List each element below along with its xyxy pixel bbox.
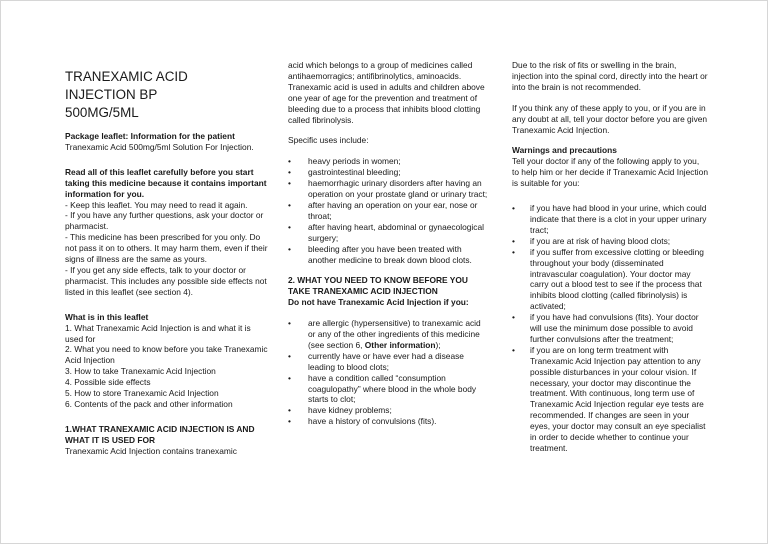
specific-uses-label: Specific uses include:	[288, 135, 369, 146]
list-item-text: are allergic (hypersensitive) to tranexamic acid or any of the other ingredients of this medicine (see section 6,	[308, 318, 481, 350]
list-item-text: );	[435, 339, 441, 350]
risk-paragraph: Due to the risk of fits or swelling in the brain, injection into the spinal cord, directly into the heart or into the brain is not recommended.	[512, 60, 708, 92]
do-not-have-list	[288, 318, 488, 427]
list-item: • have kidney problems;	[288, 405, 488, 416]
list-item: • currently have or have ever had a disease leading to blood clots;	[288, 351, 488, 373]
list-item: • heavy periods in women;	[288, 156, 488, 167]
contents-item: 4. Possible side effects	[65, 377, 151, 388]
list-item: • haemorrhagic urinary disorders after having an operation on your prostate gland or urinary tract;	[288, 178, 488, 200]
specific-uses-list	[288, 156, 488, 265]
section1-text-start: Tranexamic Acid Injection contains tranexamic	[65, 445, 237, 456]
do-not-have-heading: Do not have Tranexamic Acid Injection if you:	[288, 297, 469, 308]
warnings-intro: Tell your doctor if any of the following apply to you, to help him or her decide if Tranexamic Acid Injection is suitable for you:	[512, 156, 708, 189]
title-line: INJECTION BP	[65, 87, 158, 102]
list-item: • bleeding after you have been treated with another medicine to break down blood clots.	[288, 244, 488, 266]
package-leaflet-text: Tranexamic Acid 500mg/5ml Solution For Injection.	[65, 141, 254, 152]
other-information-ref: Other information	[364, 339, 436, 350]
column-right	[512, 60, 708, 454]
read-all-item: - Keep this leaflet. You may need to read it again.	[65, 199, 248, 210]
read-all-item: - If you have any further questions, ask your doctor or pharmacist.	[65, 210, 264, 232]
column-left	[65, 60, 270, 457]
warnings-heading: Warnings and precautions	[512, 145, 617, 156]
list-item	[288, 318, 488, 351]
list-item: • if you are at risk of having blood clots;	[512, 236, 708, 247]
read-all-item: - This medicine has been prescribed for you only. Do not pass it on to others. It may harm them, even if their signs of illness are the same as yours.	[65, 232, 268, 265]
section1-text-cont: acid which belongs to a group of medicines called antihaemorragics; antifibrinolytics, aminoacids. Tranexamic acid is used in adults and children above one year of age for the prevention and treatment of bleeding due to a process that inhibits blood clotting called fibrinolysis.	[288, 60, 485, 125]
list-item: • have a history of convulsions (fits).	[288, 416, 488, 427]
list-item: • if you have had convulsions (fits). Your doctor will use the minimum dose possible to avoid further convulsions after the treatment;	[512, 312, 708, 345]
section2-heading: 2. WHAT YOU NEED TO KNOW BEFORE YOU TAKE TRANEXAMIC ACID INJECTION	[288, 275, 468, 297]
list-item: • after having heart, abdominal or gynaecological surgery;	[288, 222, 488, 244]
title-line: TRANEXAMIC ACID	[65, 69, 188, 84]
list-item: • gastrointestinal bleeding;	[288, 167, 488, 178]
contents-item: 5. How to store Tranexamic Acid Injection	[65, 388, 219, 399]
list-item: • have a condition called “consumption coagulopathy” where blood in the whole body starts to clot;	[288, 373, 488, 406]
column-middle	[288, 60, 488, 427]
list-item: • if you are on long term treatment with Tranexamic Acid Injection pay attention to any possible disturbances in your colour vision. If necessary, your doctor may discontinue the treatment. With continuous, long term use of Tranexamic Acid Injection regular eye tests are recommended. If changes are seen in your eyes, your doctor may consult an eye specialist in order to decide whether to continue your treatment.	[512, 345, 708, 454]
package-leaflet-heading: Package leaflet: Information for the patient	[65, 131, 235, 141]
read-all-item: - If you get any side effects, talk to your doctor or pharmacist. This includes any possible side effects not listed in this leaflet (see section 4).	[65, 264, 267, 297]
contents-heading: What is in this leaflet	[65, 311, 149, 322]
contents-item: 3. How to take Tranexamic Acid Injection	[65, 366, 216, 377]
read-all-heading: Read all of this leaflet carefully before you start taking this medicine because it contains important information for you.	[65, 166, 267, 199]
contents-item: 1. What Tranexamic Acid Injection is and what it is used for	[65, 322, 251, 344]
list-item: • after having an operation on your ear, nose or throat;	[288, 200, 488, 222]
contents-item: 2. What you need to know before you take Tranexamic Acid Injection	[65, 344, 268, 366]
list-item: • if you suffer from excessive clotting or bleeding throughout your body (disseminated intravascular coagulation). Your doctor may carry out a blood test to see if the process that inhibits blood clotting (called fibrinolysis) is activated;	[512, 247, 708, 312]
document-title	[65, 68, 270, 122]
warnings-list	[512, 203, 708, 454]
doubt-paragraph: If you think any of these apply to you, or if you are in any doubt at all, tell your doctor before you are given Tranexamic Acid Injection.	[512, 102, 708, 135]
contents-item: 6. Contents of the pack and other information	[65, 398, 233, 409]
section1-heading: 1.WHAT TRANEXAMIC ACID INJECTION IS AND WHAT IT IS USED FOR	[65, 423, 255, 445]
list-item: • if you have had blood in your urine, which could indicate that there is a clot in your upper urinary tract;	[512, 203, 708, 236]
title-line: 500MG/5ML	[65, 105, 139, 120]
